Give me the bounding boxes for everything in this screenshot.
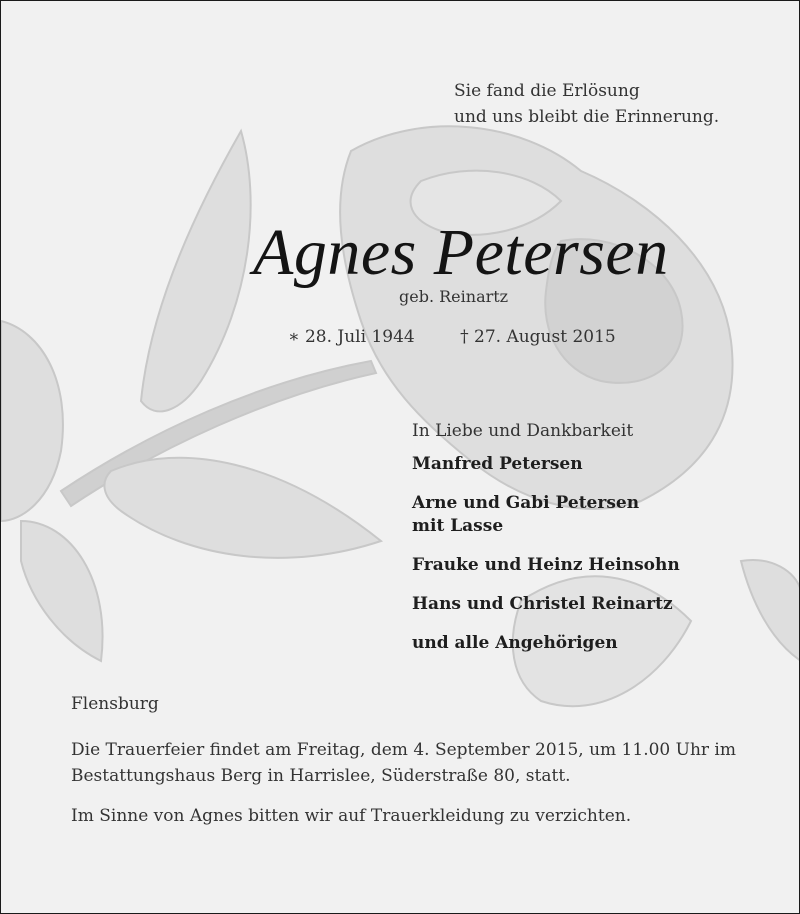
mourners-intro: In Liebe und Dankbarkeit: [412, 421, 634, 441]
mourner-name: mit Lasse: [412, 516, 504, 536]
life-dates: [288, 327, 616, 347]
mourner-entry: [412, 593, 680, 616]
ceremony-line: Die Trauerfeier findet am Freitag, dem 4. September 2015, um 11.00 Uhr im: [71, 740, 736, 760]
quote: [454, 78, 719, 130]
ceremony-line: Bestattungshaus Berg in Harrislee, Süderstraße 80, statt.: [71, 766, 571, 786]
birth-date: ∗ 28. Juli 1944: [288, 327, 415, 347]
mourners-block: [412, 421, 680, 671]
mourner-entry: [412, 554, 680, 577]
mourner-name: Arne und Gabi Petersen: [412, 493, 640, 513]
mourner-entry: [412, 632, 680, 655]
mourner-entry: [412, 453, 680, 476]
mourner-name: und alle Angehörigen: [412, 633, 618, 653]
place: Flensburg: [71, 694, 159, 714]
quote-line: Sie fand die Erlösung: [454, 81, 640, 101]
quote-line: und uns bleibt die Erinnerung.: [454, 107, 720, 127]
mourner-name: Hans und Christel Reinartz: [412, 594, 673, 614]
attire-request: Im Sinne von Agnes bitten wir auf Trauerkleidung zu verzichten.: [71, 806, 632, 826]
mourner-entry: [412, 492, 680, 538]
mourner-name: Manfred Petersen: [412, 454, 583, 474]
ceremony-info: [71, 737, 736, 789]
mourner-name: Frauke und Heinz Heinsohn: [412, 555, 680, 575]
deceased-name: Agnes Petersen: [253, 216, 669, 289]
death-date: † 27. August 2015: [460, 327, 616, 347]
maiden-name: geb. Reinartz: [399, 287, 509, 306]
